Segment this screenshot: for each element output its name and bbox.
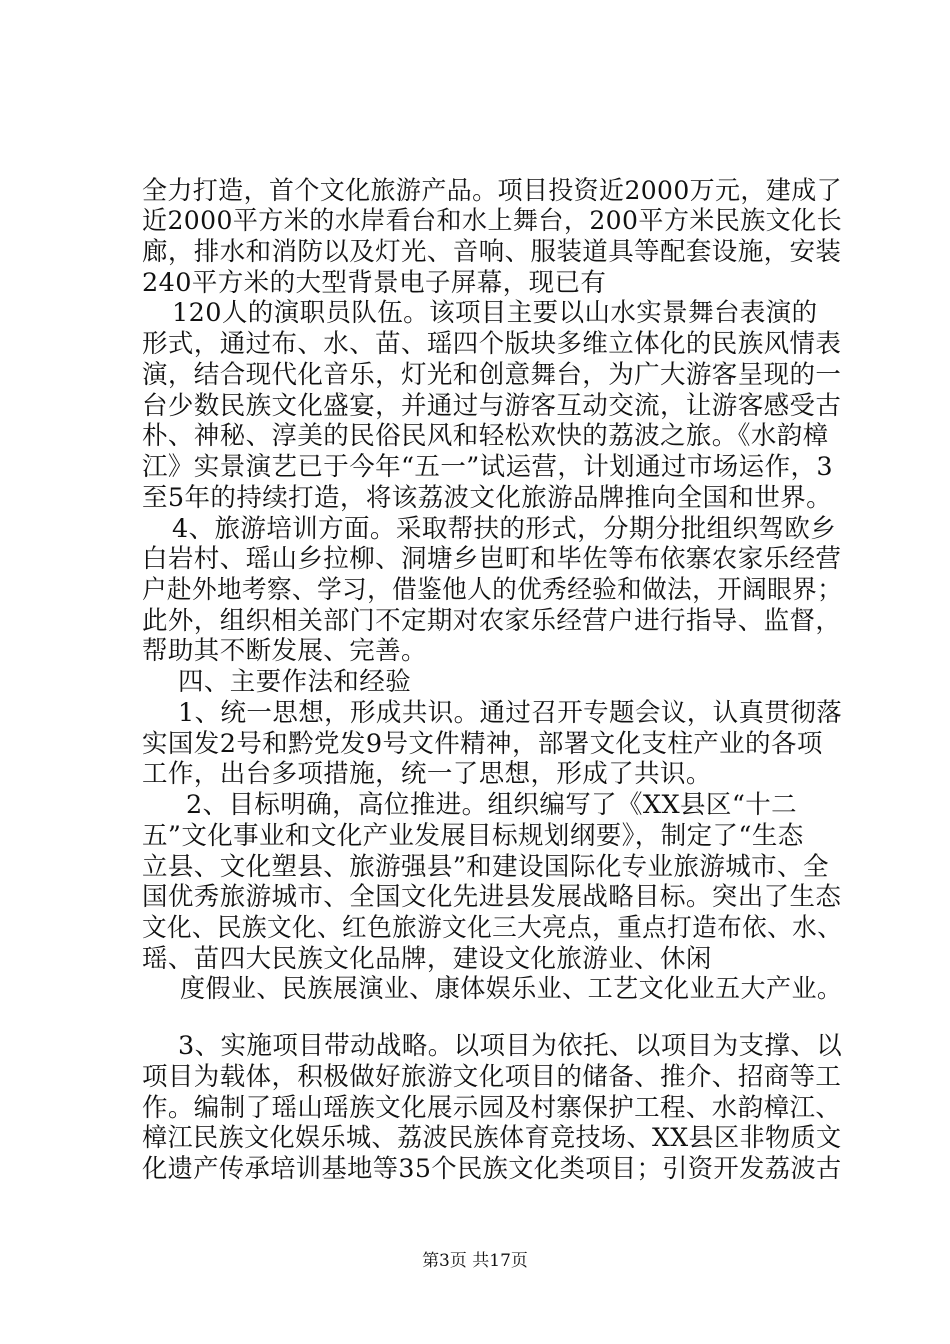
text-line: 江》实景演艺已于今年“五一”试运营，计划通过市场运作，3 — [142, 452, 833, 482]
text-line: 帮助其不断发展、完善。 — [142, 636, 427, 666]
text-line: 樟江民族文化娱乐城、荔波民族体育竞技场、XX县区非物质文 — [142, 1123, 842, 1153]
text-line: 五”文化事业和文化产业发展目标规划纲要》，制定了“生态 — [142, 821, 804, 851]
text-line: 项目为载体，积极做好旅游文化项目的储备、推介、招商等工 — [142, 1062, 842, 1092]
text-line: 国优秀旅游城市、全国文化先进县发展战略目标。突出了生态 — [142, 882, 842, 912]
text-line: 工作，出台多项措施，统一了思想，形成了共识。 — [142, 759, 712, 789]
text-line: 近2000平方米的水岸看台和水上舞台，200平方米民族文化长 — [142, 206, 843, 236]
text-line: 演，结合现代化音乐，灯光和创意舞台，为广大游客呈现的一 — [142, 360, 842, 390]
text-line: 2、目标明确，高位推进。组织编写了《XX县区“十二 — [186, 790, 798, 820]
text-line: 3、实施项目带动战略。以项目为依托、以项目为支撑、以 — [178, 1031, 843, 1061]
text-line: 立县、文化塑县、旅游强县”和建设国际化专业旅游城市、全 — [142, 852, 829, 882]
text-line: 4、旅游培训方面。采取帮扶的形式，分期分批组织驾欧乡 — [172, 514, 837, 544]
page-number-footer: 第3页 共17页 — [422, 1251, 528, 1271]
text-line: 文化、民族文化、红色旅游文化三大亮点，重点打造布依、水、 — [142, 913, 843, 943]
text-line: 全力打造，首个文化旅游产品。项目投资近2000万元，建成了 — [142, 176, 842, 206]
text-line: 120人的演职员队伍。该项目主要以山水实景舞台表演的 — [172, 298, 818, 328]
text-line: 朴、神秘、淳美的民俗民风和轻松欢快的荔波之旅。《水韵樟 — [142, 421, 829, 451]
text-line: 实国发2号和黔党发9号文件精神，部署文化支柱产业的各项 — [142, 729, 823, 759]
text-line: 作。编制了瑶山瑶族文化展示园及村寨保护工程、水韵樟江、 — [142, 1093, 842, 1123]
text-line: 瑶、苗四大民族文化品牌，建设文化旅游业、休闲 — [142, 944, 712, 974]
text-line: 户赴外地考察、学习，借鉴他人的优秀经验和做法，开阔眼界； — [142, 575, 843, 605]
section-heading: 四、主要作法和经验 — [178, 667, 412, 697]
text-line: 形式，通过布、水、苗、瑶四个版块多维立体化的民族风情表 — [142, 329, 842, 359]
text-line: 化遗产传承培训基地等35个民族文化类项目；引资开发荔波古 — [142, 1154, 842, 1184]
text-line: 白岩村、瑶山乡拉柳、洞塘乡岜町和毕佐等布依寨农家乐经营 — [142, 544, 842, 574]
text-line: 度假业、民族展演业、康体娱乐业、工艺文化业五大产业。 — [180, 974, 843, 1004]
text-line: 1、统一思想，形成共识。通过召开专题会议，认真贯彻落 — [178, 698, 843, 728]
text-line: 此外，组织相关部门不定期对农家乐经营户进行指导、监督， — [142, 606, 842, 636]
text-line: 台少数民族文化盛宴，并通过与游客互动交流，让游客感受古 — [142, 391, 842, 421]
text-line: 至5年的持续打造，将该荔波文化旅游品牌推向全国和世界。 — [142, 483, 833, 513]
text-line: 240平方米的大型背景电子屏幕，现已有 — [142, 268, 607, 298]
text-line: 廊，排水和消防以及灯光、音响、服装道具等配套设施，安装 — [142, 237, 842, 267]
